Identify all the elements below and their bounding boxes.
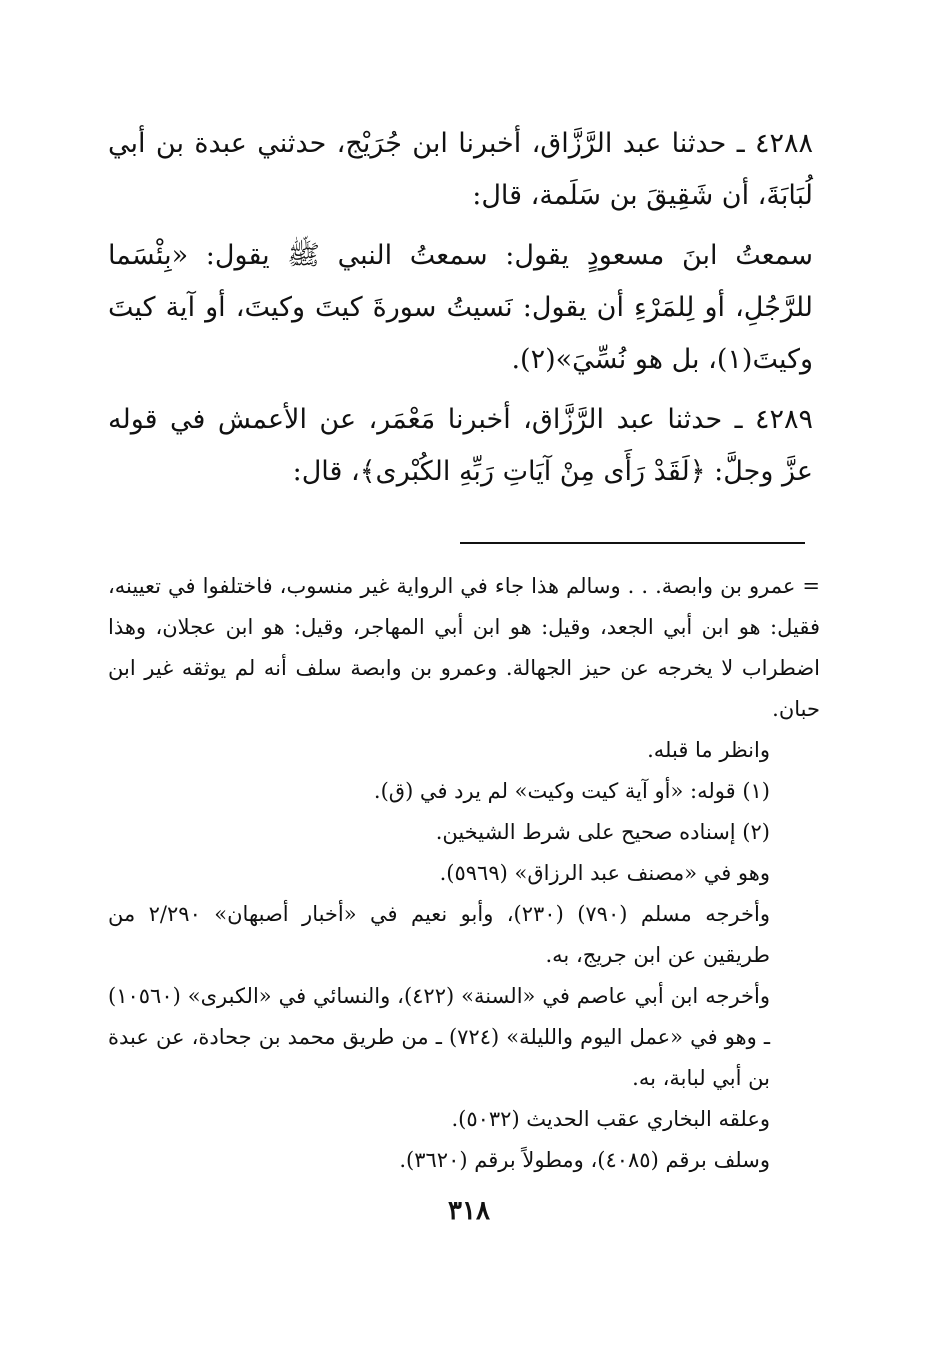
footnotes	[108, 566, 820, 1181]
footnote-divider	[460, 542, 805, 544]
footnote-salaf: وسلف برقم (٤٠٨٥)، ومطولاً برقم (٣٦٢٠).	[399, 1148, 770, 1172]
page-number: ٣١٨	[448, 1196, 490, 1226]
footnote-ibn-abi-asim: وأخرجه ابن أبي عاصم في «السنة» (٤٢٢)، والنسائي في «الكبرى» (١٠٥٦٠) ـ وهو في «عمل اليوم والليلة» (٧٢٤) ـ من طريق محمد بن جحادة، عن عبدة بن أبي لبابة، به.	[108, 984, 770, 1090]
main-text	[108, 118, 813, 506]
footnote-2: (٢) إسناده صحيح على شرط الشيخين.	[435, 820, 770, 844]
footnote-see-before: وانظر ما قبله.	[647, 738, 770, 762]
footnote-muslim: وأخرجه مسلم (٧٩٠) (٢٣٠)، وأبو نعيم في «أخبار أصبهان» ٢/٢٩٠ من طريقين عن ابن جريج، به.	[108, 902, 770, 967]
hadith-4288-matn: سمعتُ ابنَ مسعودٍ يقول: سمعتُ النبي ﷺ يقول: «بِئْسَما للرَّجُلِ، أو لِلمَرْءِ أن يقول: نَسيتُ سورةَ كيتَ وكيتَ، أو آية كيتَ وكيتَ(١)، بل هو نُسِّيَ»(٢).	[108, 240, 813, 375]
hadith-4288-intro: ٤٢٨٨ ـ حدثنا عبد الرَّزَّاق، أخبرنا ابن جُرَيْج، حدثني عبدة بن أبي لُبَابَةَ، أن شَقِيقَ بن سَلَمة، قال:	[108, 128, 813, 211]
footnote-bukhari: وعلقه البخاري عقب الحديث (٥٠٣٢).	[451, 1107, 770, 1131]
footnote-1: (١) قوله: «أو آية كيت وكيت» لم يرد في (ق).	[373, 779, 770, 803]
hadith-4289-intro: ٤٢٨٩ ـ حدثنا عبد الرَّزَّاق، أخبرنا مَعْمَر، عن الأعمش في قوله عزَّ وجلَّ: ﴿لَقَدْ رَأَى مِنْ آيَاتِ رَبِّهِ الكُبْرى﴾، قال:	[108, 404, 813, 487]
footnote-musannaf: وهو في «مصنف عبد الرزاق» (٥٩٦٩).	[439, 861, 770, 885]
footnote-continuation: = عمرو بن وابصة. . . وسالم هذا جاء في الرواية غير منسوب، فاختلفوا في تعيينه، فقيل: هو ابن أبي الجعد، وقيل: هو ابن أبي المهاجر، وقيل: هو ابن عجلان، وهذا اضطراب لا يخرجه عن حيز الجهالة. وعمرو بن وابصة سلف أنه لم يوثقه غير ابن حبان.	[108, 574, 820, 721]
